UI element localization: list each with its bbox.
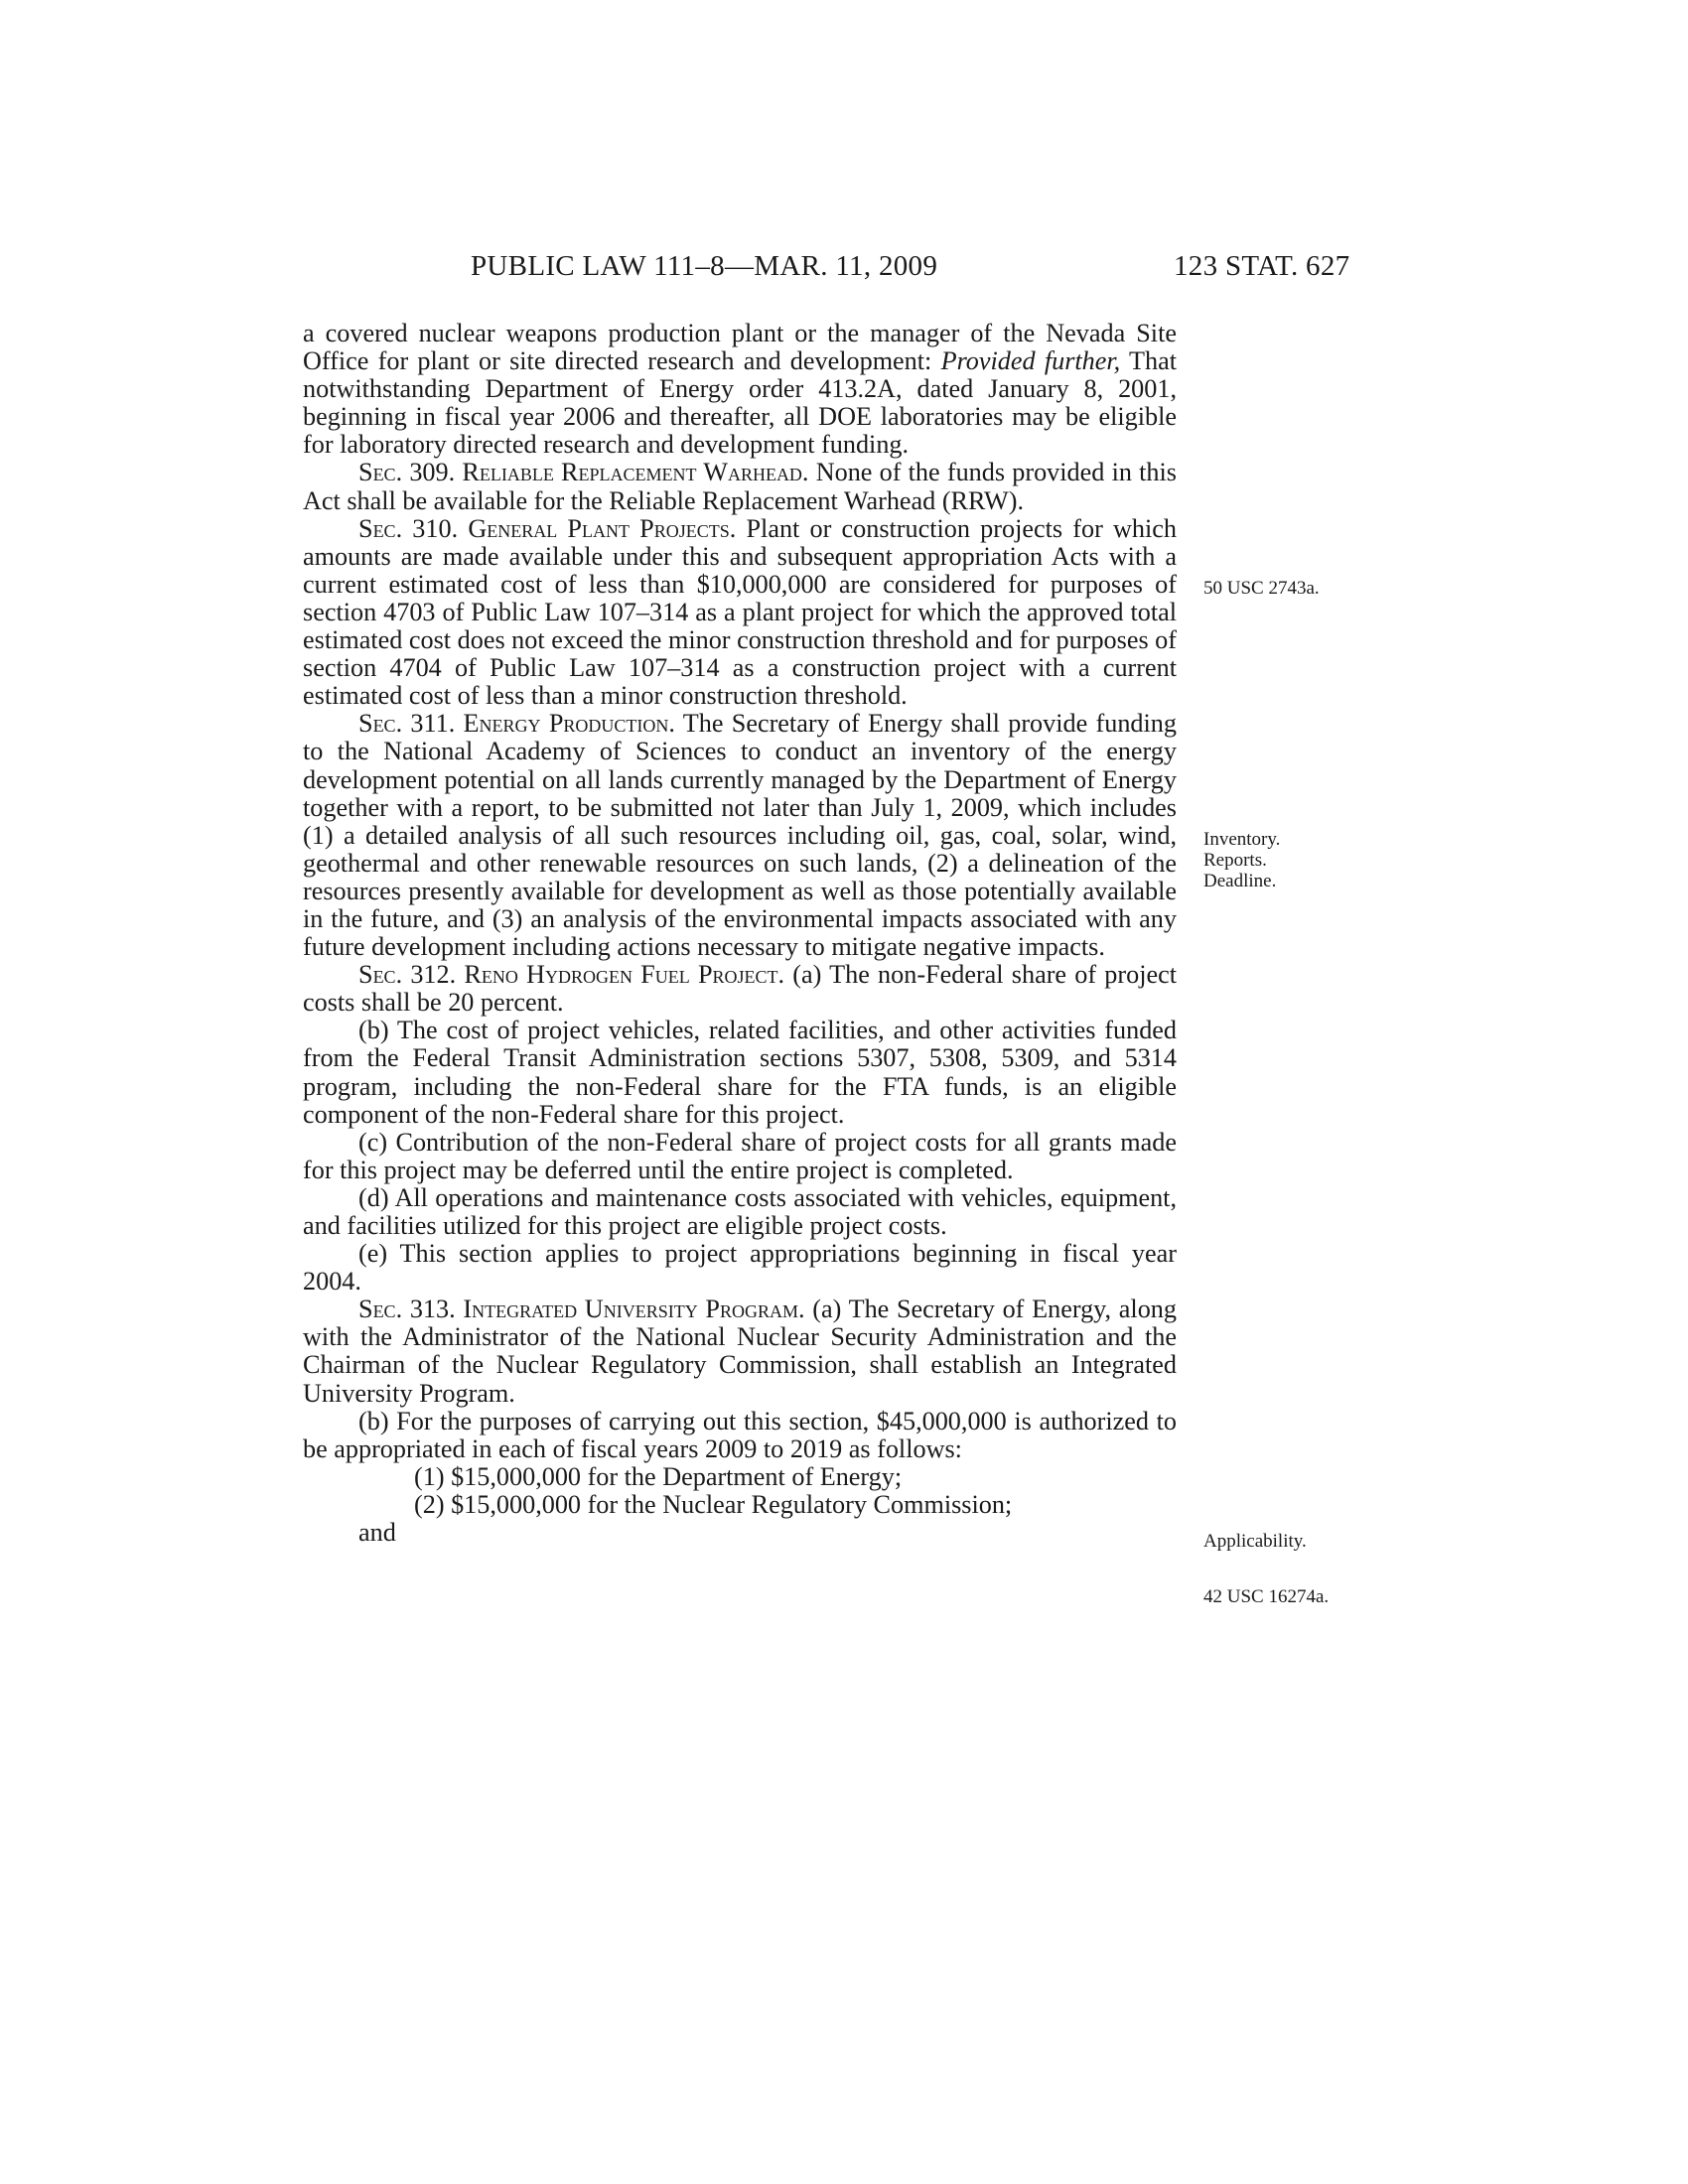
margin-note-inventory [1203, 829, 1280, 891]
italic-text: Provided further, [940, 346, 1121, 376]
subsection-312c: (c) Contribution of the non-Federal share of project costs for all grants made for this project may be deferred until the entire project is completed. [303, 1127, 1177, 1184]
subsection-312b: (b) The cost of project vehicles, related facilities, and other activities funded from the Federal Transit Administration sections 5307, 5308, 5309, and 5314 program, including the non-Federal share for the FTA funds, is an eligible component of the non-Federal share for this project. [303, 1016, 1177, 1129]
subsection-312e: (e) This section applies to project appropriations beginning in fiscal year 2004. [303, 1239, 1177, 1297]
subsection-313b: (b) For the purposes of carrying out this section, $45,000,000 is authorized to be appropriated in each of fiscal years 2009 to 2019 as follows: [303, 1406, 1177, 1463]
list-item: (2) $15,000,000 for the Nuclear Regulatory Commission; [414, 1489, 1013, 1519]
list-item: (1) $15,000,000 for the Department of Energy; [414, 1461, 903, 1491]
margin-note-line: Inventory. [1203, 829, 1281, 850]
running-header [0, 250, 1688, 290]
paragraph-continuation [303, 320, 1177, 459]
section-heading: Sec. 313. Integrated University Program. [358, 1295, 805, 1324]
body-text [303, 320, 1177, 1547]
statute-page-number: 123 STAT. 627 [1174, 250, 1350, 282]
section-text: None of the funds provided in this Act shall be available for the Reliable Replacement Warhead (RRW). [303, 458, 1177, 515]
section-310 [303, 515, 1177, 711]
section-heading: Sec. 311. Energy Production. [358, 709, 675, 739]
margin-note-usc: 42 USC 16274a. [1203, 1586, 1330, 1607]
text-run: a covered nuclear weapons production plant or the manager of the Nevada Site Office for plant or site directed research and development: [303, 319, 1177, 376]
margin-note-applicability: Applicability. [1203, 1531, 1307, 1552]
section-text: (a) The non-Federal share of project costs shall be 20 percent. [303, 960, 1177, 1018]
section-text: (a) The Secretary of Energy, along with the Administrator of the National Nuclear Security Administration and the Chairman of the Nuclear Regulatory Commission, shall establish an Integrated University Program. [303, 1295, 1177, 1408]
section-text: The Secretary of Energy shall provide funding to the National Academy of Sciences to conduct an inventory of the energy development potential on all lands currently managed by the Department of Energy together with a report, to be submitted not later than July 1, 2009, which includes (1) a detailed analysis of all such resources including oil, gas, coal, solar, wind, geothermal and other renewable resources on such lands, (2) a delineation of the resources presently available for development as well as those potentially available in the future, and (3) an analysis of the environmental impacts associated with any future development including actions necessary to mitigate negative impacts. [303, 709, 1177, 962]
margin-note-line: Deadline. [1203, 871, 1277, 891]
margin-note-usc: 50 USC 2743a. [1203, 578, 1320, 599]
section-311 [303, 710, 1177, 961]
section-heading: Sec. 310. General Plant Projects. [358, 513, 737, 543]
text-run: That notwithstanding Department of Energy order 413.2A, dated January 8, 2001, beginning in fiscal year 2006 and thereafter, all DOE laboratories may be eligible for laboratory directed research and development funding. [303, 346, 1177, 460]
section-heading: Sec. 312. Reno Hydrogen Fuel Project. [358, 960, 785, 990]
section-312 [303, 961, 1177, 1017]
section-309 [303, 459, 1177, 514]
section-313 [303, 1296, 1177, 1407]
running-header-title: PUBLIC LAW 111–8—MAR. 11, 2009 [471, 250, 938, 282]
section-heading: Sec. 309. Reliable Replacement Warhead. [358, 458, 809, 487]
section-text: Plant or construction projects for which amounts are made available under this and subsequent appropriation Acts with a current estimated cost of less than $10,000,000 are considered for purposes of section 4703 of Public Law 107–314 as a plant project for which the approved total estimated cost does not exceed the minor construction threshold and for purposes of section 4704 of Public Law 107–314 as a construction project with a current estimated cost of less than a minor construction threshold. [303, 513, 1177, 711]
subsection-312d: (d) All operations and maintenance costs associated with vehicles, equipment, and facilities utilized for this project are eligible project costs. [303, 1182, 1177, 1240]
margin-note-line: Reports. [1203, 850, 1267, 871]
list-item-continuation: and [358, 1518, 396, 1548]
